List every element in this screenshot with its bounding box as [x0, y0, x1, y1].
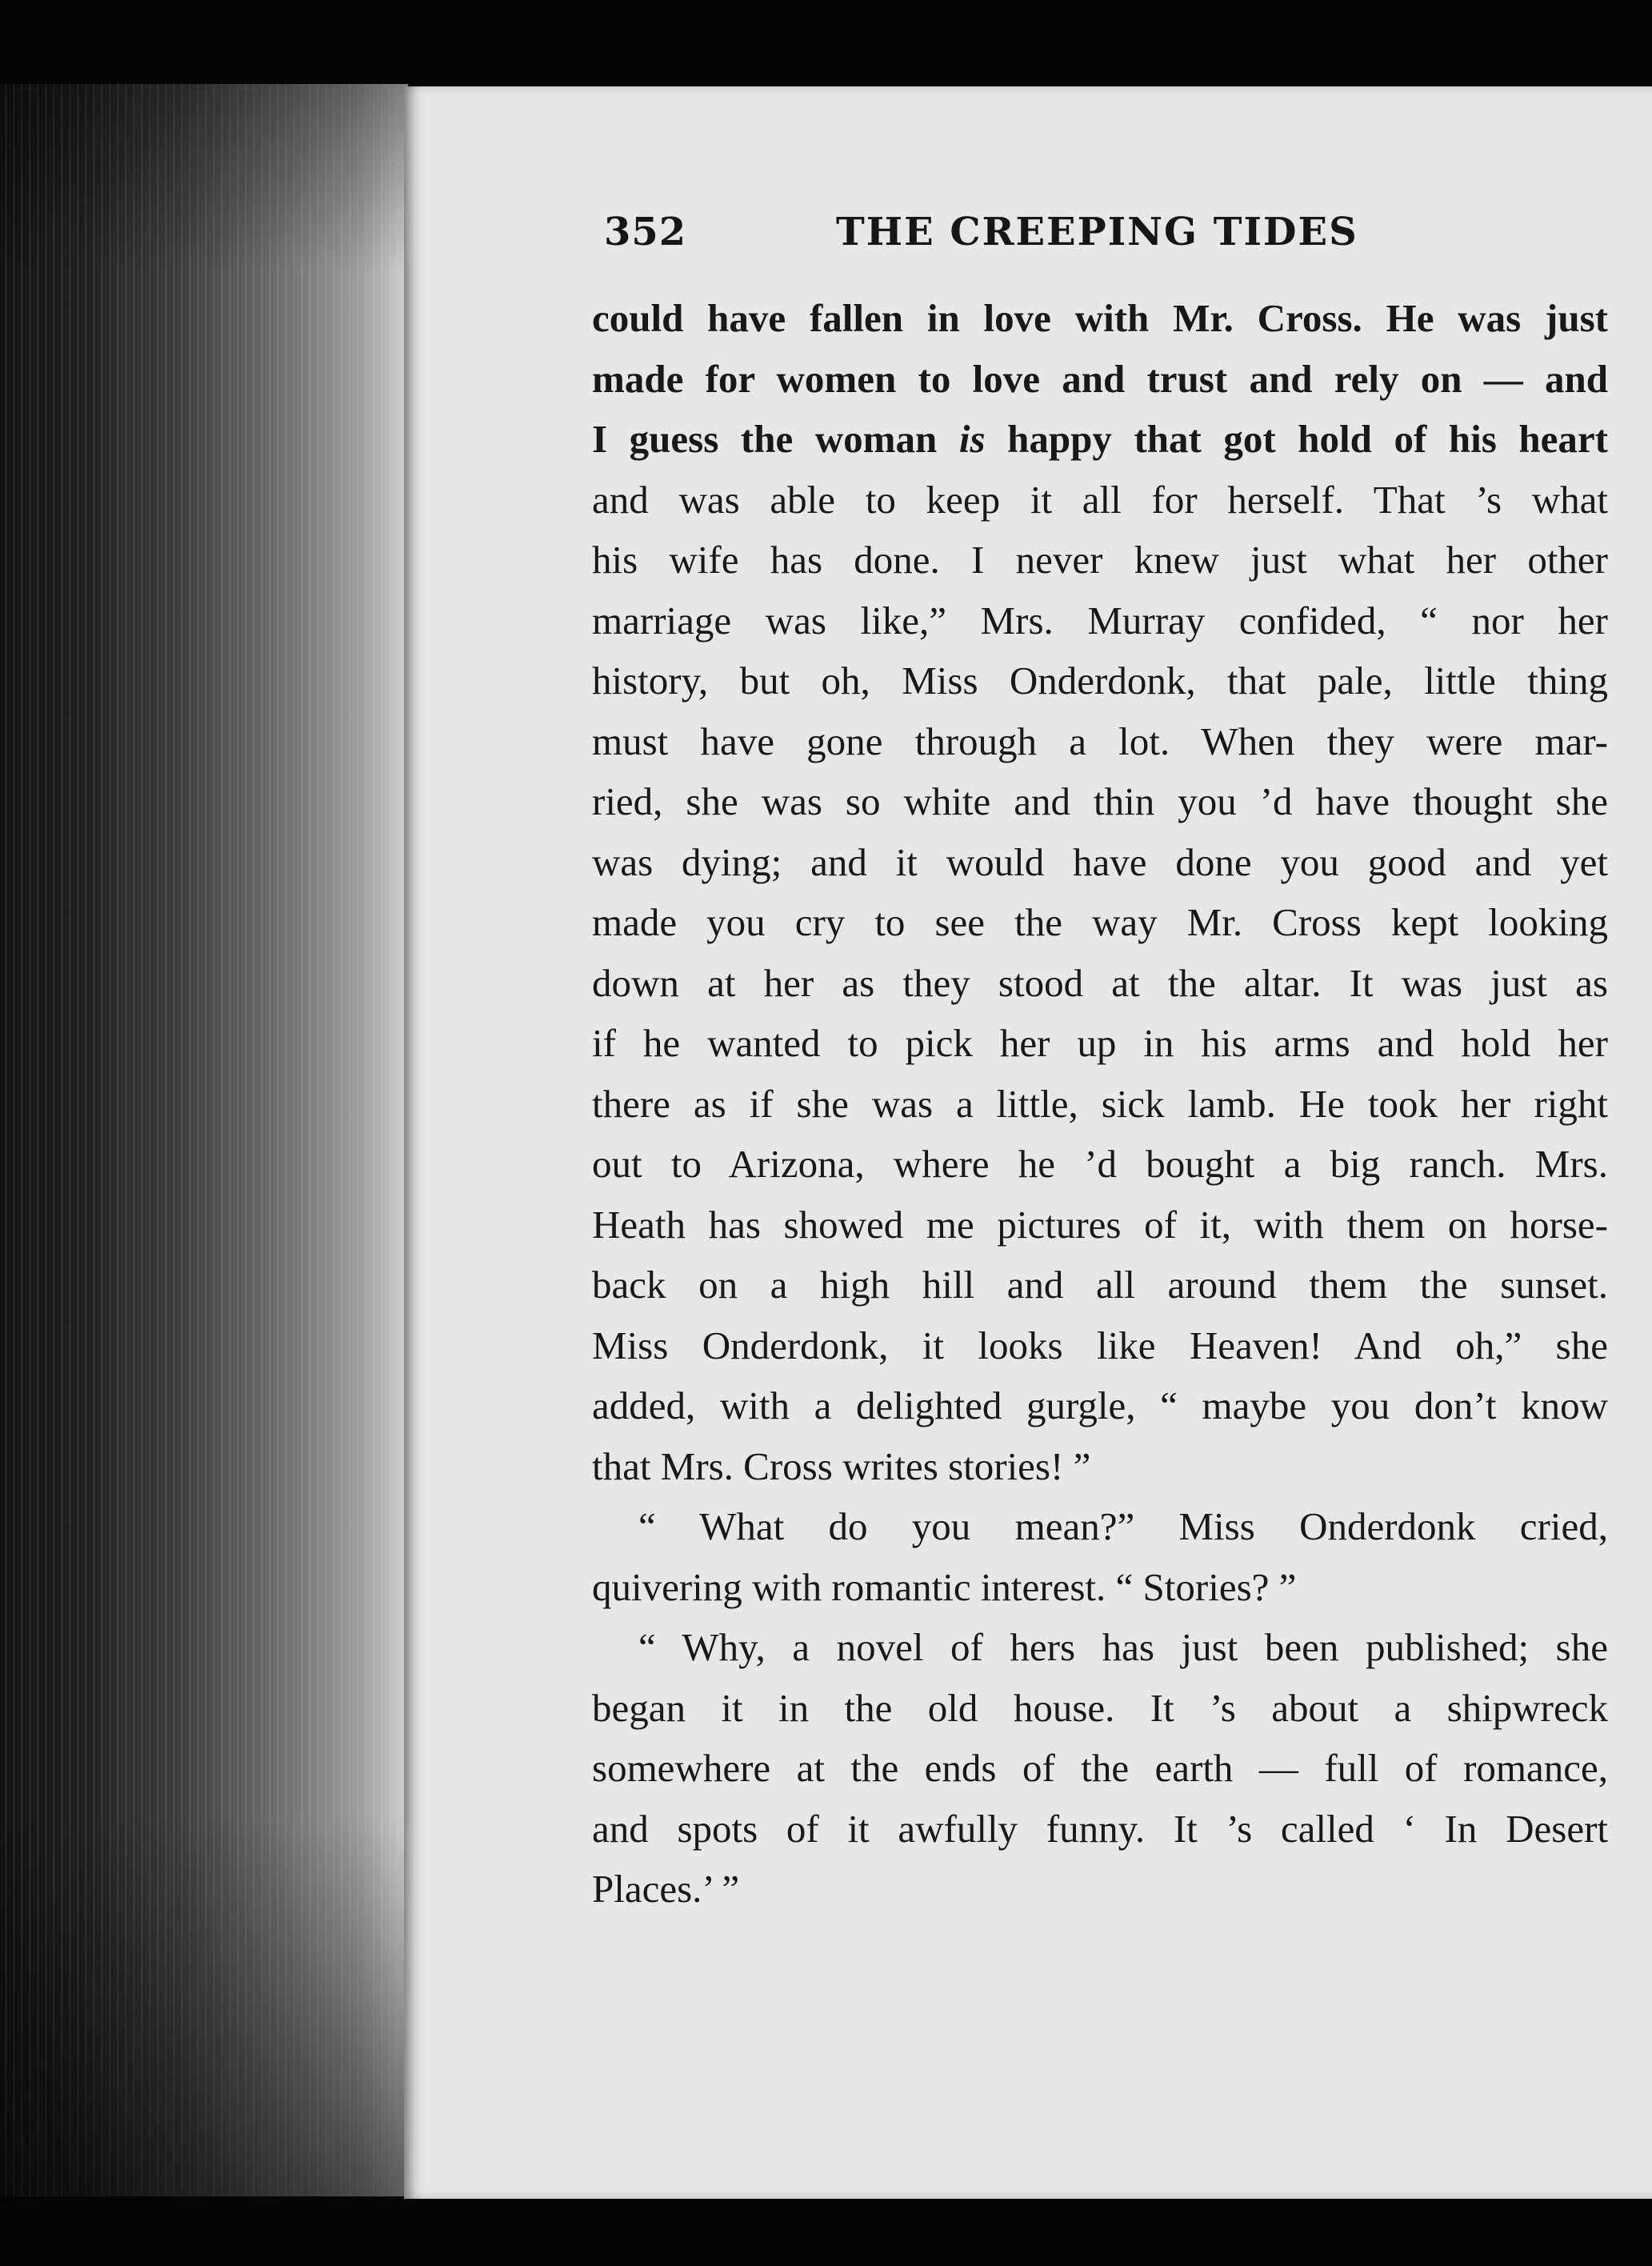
- text-line: there as if she was a little, sick lamb. He took her right: [592, 1081, 1608, 1126]
- text-line: marriage was like,” Mrs. Murray confided, “ nor her: [592, 598, 1608, 643]
- text-line: and spots of it awfully funny. It ’s called ‘ In Desert: [592, 1806, 1608, 1851]
- text-line: down at her as they stood at the altar. It was just as: [592, 960, 1608, 1005]
- text-line: his wife has done. I never knew just what her other: [592, 538, 1608, 582]
- text-line: could have fallen in love with Mr. Cross. He was just: [592, 296, 1608, 340]
- book-title: THE CREEPING TIDES: [836, 210, 1358, 254]
- text-line: Heath has showed me pictures of it, with them on horse-: [592, 1202, 1608, 1247]
- running-head: [604, 210, 1404, 266]
- text-line: “ What do you mean?” Miss Onderdonk cried,: [638, 1504, 1608, 1548]
- text-line: made you cry to see the way Mr. Cross kept looking: [592, 900, 1608, 944]
- text-line: out to Arizona, where he ’d bought a big ranch. Mrs.: [592, 1142, 1608, 1186]
- text-line: added, with a delighted gurgle, “ maybe you don’t know: [592, 1383, 1608, 1427]
- text-line: [592, 409, 1608, 470]
- text-line: and was able to keep it all for herself. That ’s what: [592, 477, 1608, 522]
- bottom-dark-margin: [0, 2196, 1652, 2266]
- fore-edge-shadow: [0, 0, 408, 2266]
- text-line: was dying; and it would have done you good and yet: [592, 839, 1608, 884]
- text-line: must have gone through a lot. When they were mar-: [592, 719, 1608, 763]
- text-line: made for women to love and trust and rely on — and: [592, 356, 1608, 401]
- emphasized-word: is: [958, 417, 986, 461]
- text-line: “ Why, a novel of hers has just been published; she: [638, 1625, 1608, 1669]
- text-line: that Mrs. Cross writes stories! ”: [592, 1443, 1091, 1488]
- text-line: Miss Onderdonk, it looks like Heaven! And oh,” she: [592, 1323, 1608, 1367]
- text-line: somewhere at the ends of the earth — full of romance,: [592, 1746, 1608, 1790]
- text-line: ried, she was so white and thin you ’d have thought she: [592, 779, 1608, 823]
- text-line: began it in the old house. It ’s about a shipwreck: [592, 1685, 1608, 1730]
- page-number: 352: [604, 210, 687, 254]
- body-text: [592, 288, 1608, 1920]
- text-line: if he wanted to pick her up in his arms and hold her: [592, 1021, 1608, 1065]
- text-line: back on a high hill and all around them the sunset.: [592, 1263, 1608, 1307]
- text-line: Places.’ ”: [592, 1867, 740, 1911]
- text-segment: happy that got hold of his heart: [985, 417, 1608, 461]
- top-dark-margin: [0, 0, 1652, 84]
- text-line: history, but oh, Miss Onderdonk, that pale, little thing: [592, 659, 1608, 703]
- text-segment: I guess the woman: [592, 417, 959, 461]
- text-line: quivering with romantic interest. “ Stories? ”: [592, 1564, 1297, 1609]
